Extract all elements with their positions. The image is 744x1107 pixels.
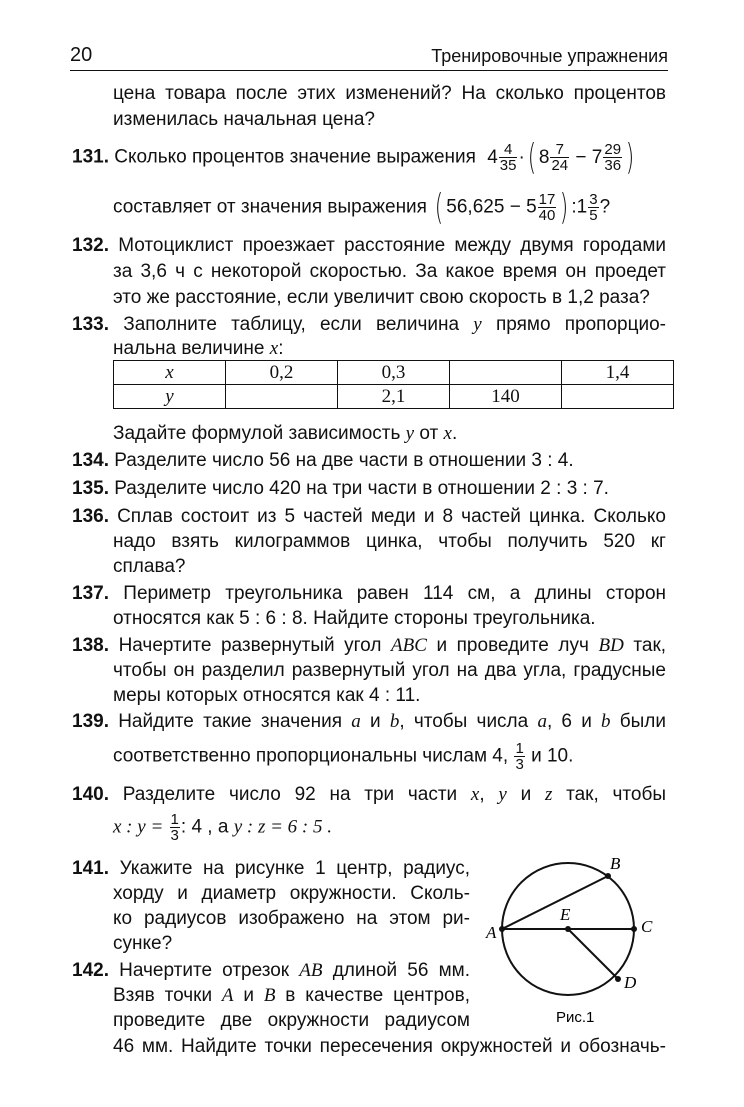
problem-text: Начертите отрезок — [119, 960, 290, 981]
problem-text: Сплав состоит из 5 частей меди и 8 частей цинка. Сколько — [117, 506, 666, 527]
figure-caption: Рис.1 — [556, 1009, 595, 1026]
conjunction: и — [520, 784, 532, 805]
ratio-equation: x : y = — [113, 816, 164, 838]
ratio-equation: y : z = 6 : 5 . — [233, 816, 333, 838]
ray-name: BD — [598, 635, 624, 656]
problem-text: длиной 56 мм. — [332, 960, 471, 981]
problem-138-line-3: меры которых относятся как 4 : 11. — [113, 685, 421, 706]
variable-b: b — [601, 711, 611, 732]
problem-text: Задайте формулой зависимость — [113, 423, 401, 444]
problem-number: 132. — [72, 235, 109, 256]
problem-text: от — [419, 423, 439, 444]
label-d: D — [624, 973, 637, 992]
problem-132-line-3: это же расстояние, если увеличит свою скорость в 1,2 раза? — [113, 287, 650, 308]
problem-text: Разделите число 56 на две части в отношении 3 : 4. — [114, 450, 574, 471]
problem-142-line-4: 46 мм. Найдите точки пересечения окружностей и обозначь- — [113, 1036, 666, 1057]
math-expression-1 — [487, 136, 637, 178]
problem-141-line-4: сунке? — [113, 933, 173, 954]
problem-text: Начертите развернутый угол — [118, 635, 382, 656]
problem-text: Периметр треугольника равен 114 см, а длины сторон — [123, 583, 667, 604]
problem-142-line-2 — [113, 984, 470, 1008]
figure-1-circle — [480, 855, 670, 1035]
problem-number: 139. — [72, 711, 109, 732]
problem-number: 142. — [72, 960, 109, 981]
problem-136-line-1 — [72, 505, 666, 529]
problem-text: , чтобы числа — [399, 711, 529, 732]
denominator: 40 — [538, 207, 556, 224]
problem-139-line-2 — [113, 741, 573, 772]
variable-b: b — [389, 711, 400, 732]
denominator: 5 — [589, 207, 598, 224]
table-cell — [226, 385, 338, 409]
problem-133-after-table — [113, 422, 457, 446]
problem-text: и 10. — [531, 745, 574, 767]
math-term: 56,625 − 5 — [446, 196, 537, 218]
variable-x: x — [470, 784, 480, 805]
divide-sign: : — [571, 196, 577, 218]
problem-text: Разделите число 420 на три части в отношении 2 : 3 : 7. — [114, 478, 609, 499]
numerator: 4 — [499, 142, 518, 158]
problem-141-line-2: хорду и диаметр окружности. Сколь- — [113, 883, 470, 904]
problem-138-line-1 — [72, 634, 666, 658]
problem-136-line-3: сплава? — [113, 556, 186, 577]
mixed-whole: 8 — [538, 146, 550, 168]
problem-number: 138. — [72, 635, 109, 656]
fraction — [550, 142, 569, 173]
problem-134 — [72, 449, 574, 473]
variable-x: x — [269, 338, 279, 359]
radius-ed — [568, 929, 618, 979]
problem-text: в качестве центров, — [285, 985, 471, 1006]
numerator: 29 — [604, 141, 622, 158]
mixed-whole: 1 — [576, 196, 588, 218]
table-cell: 0,3 — [338, 361, 450, 385]
problem-137-line-1 — [72, 582, 666, 606]
variable-a: a — [351, 711, 361, 732]
table-cell — [450, 361, 562, 385]
right-paren: ) — [625, 136, 635, 178]
table-cell: 140 — [450, 385, 562, 409]
punctuation: : — [278, 338, 284, 359]
point-name: B — [263, 985, 276, 1006]
problem-number: 137. — [72, 583, 109, 604]
problem-139-line-1 — [72, 710, 666, 734]
point-e — [565, 926, 571, 932]
problem-text: Укажите на рисунке 1 центр, радиус, — [119, 858, 470, 879]
table-row — [114, 361, 674, 385]
minus-sign: − — [575, 146, 587, 168]
running-title: Тренировочные упражнения — [431, 46, 668, 66]
angle-name: ABC — [391, 635, 427, 656]
problem-141-line-3: ко радиусов изображено на этом ри- — [113, 908, 470, 929]
conjunction: и — [243, 985, 254, 1006]
problem-number: 134. — [72, 450, 109, 471]
point-b — [605, 873, 611, 879]
segment-name: AB — [299, 960, 323, 981]
denominator: 3 — [515, 756, 524, 773]
variable-y: y — [498, 784, 507, 805]
point-name: A — [221, 985, 234, 1006]
fraction — [499, 142, 518, 173]
denominator: 35 — [499, 157, 517, 174]
problem-131-line-2 — [113, 186, 611, 228]
label-a: A — [486, 923, 497, 942]
multiply-dot: · — [518, 146, 525, 168]
problem-text: Мотоциклист проезжает расстояние между двумя городами — [118, 235, 667, 256]
fraction — [538, 192, 557, 223]
fraction — [603, 142, 622, 173]
table-cell: 1,4 — [562, 361, 674, 385]
problem-142-line-3: проведите две окружности радиусом — [113, 1010, 470, 1031]
problem-132-line-2: за 3,6 ч с некоторой скоростью. За какое время он проедет — [113, 261, 666, 282]
question-mark: ? — [599, 196, 611, 218]
fraction — [514, 741, 524, 772]
ratio-equation: : 4 , а — [180, 816, 229, 838]
punctuation: . — [451, 423, 458, 444]
left-paren: ( — [527, 136, 537, 178]
problem-text: , 6 и — [546, 711, 592, 732]
problem-text: так, чтобы — [566, 784, 666, 805]
chord-ab — [502, 876, 608, 929]
fraction — [170, 812, 180, 843]
problem-number: 141. — [72, 858, 109, 879]
problem-131 — [72, 136, 637, 178]
table-row — [114, 385, 674, 409]
right-paren: ) — [560, 186, 569, 228]
page-number: 20 — [70, 44, 93, 66]
mixed-whole: 7 — [591, 146, 603, 168]
fraction — [588, 192, 598, 223]
problem-140-line-1 — [72, 783, 666, 807]
problem-135 — [72, 477, 609, 501]
problem-number: 133. — [72, 314, 109, 335]
conjunction: и — [370, 711, 381, 732]
point-d — [615, 976, 621, 982]
problem-text: Разделите число 92 на три части — [122, 784, 458, 805]
problem-text: Взяв точки — [113, 985, 213, 1006]
variable-x: x — [443, 423, 452, 444]
problem-number: 135. — [72, 478, 109, 499]
mixed-whole: 4 — [487, 146, 498, 168]
table-cell: 2,1 — [338, 385, 450, 409]
numerator: 1 — [170, 811, 179, 828]
left-paren: ( — [435, 186, 444, 228]
problem-137-line-2: относятся как 5 : 6 : 8. Найдите стороны треугольника. — [113, 608, 596, 629]
problem-140-line-2 — [113, 812, 332, 843]
punctuation: , — [479, 784, 485, 805]
variable-y: y — [405, 423, 415, 444]
problem-133-line-1 — [72, 313, 666, 337]
proportionality-table — [113, 360, 674, 409]
table-cell: x — [114, 361, 226, 385]
problem-text: прямо пропорцио- — [495, 314, 666, 335]
denominator: 3 — [170, 827, 179, 844]
problem-133-line-2 — [113, 337, 283, 361]
problem-130-continuation-line-1: цена товара после этих изменений? На сколько процентов — [113, 83, 666, 104]
numerator: 7 — [550, 142, 569, 158]
problem-130-continuation-line-2: изменилась начальная цена? — [113, 109, 375, 130]
problem-141-line-1 — [72, 857, 470, 881]
problem-number: 131. — [72, 146, 109, 168]
point-c — [631, 926, 637, 932]
variable-a: a — [537, 711, 547, 732]
table-cell: y — [114, 385, 226, 409]
denominator: 24 — [551, 157, 569, 174]
numerator: 3 — [589, 191, 598, 208]
problem-text: были — [619, 711, 667, 732]
label-e: E — [560, 905, 571, 924]
table-cell: 0,2 — [226, 361, 338, 385]
problem-text: составляет от значения выражения — [113, 196, 427, 218]
label-b: B — [610, 855, 621, 873]
problem-text: и проведите луч — [436, 635, 589, 656]
problem-text: Заполните таблицу, если величина — [123, 314, 460, 335]
numerator: 17 — [538, 191, 556, 208]
numerator: 1 — [515, 740, 524, 757]
variable-z: z — [544, 784, 553, 805]
page-header — [70, 44, 668, 71]
problem-text: Найдите такие значения — [118, 711, 343, 732]
problem-142-line-1 — [72, 959, 470, 983]
variable-y: y — [473, 314, 482, 335]
problem-text: так, — [633, 635, 667, 656]
problem-138-line-2: чтобы он разделил развернутый угол на два угла, градусные — [113, 660, 666, 681]
problem-136-line-2: надо взять килограммов цинка, чтобы получить 520 кг — [113, 531, 666, 552]
problem-text: нальна величине — [113, 338, 265, 359]
problem-number: 136. — [72, 506, 109, 527]
point-a — [499, 926, 505, 932]
problem-text: соответственно пропорциональны числам 4, — [113, 745, 509, 767]
problem-text: Сколько процентов значение выражения — [114, 146, 476, 168]
label-c: C — [641, 917, 653, 936]
problem-number: 140. — [72, 784, 109, 805]
problem-132-line-1 — [72, 234, 666, 258]
table-cell — [562, 385, 674, 409]
denominator: 36 — [604, 157, 622, 174]
